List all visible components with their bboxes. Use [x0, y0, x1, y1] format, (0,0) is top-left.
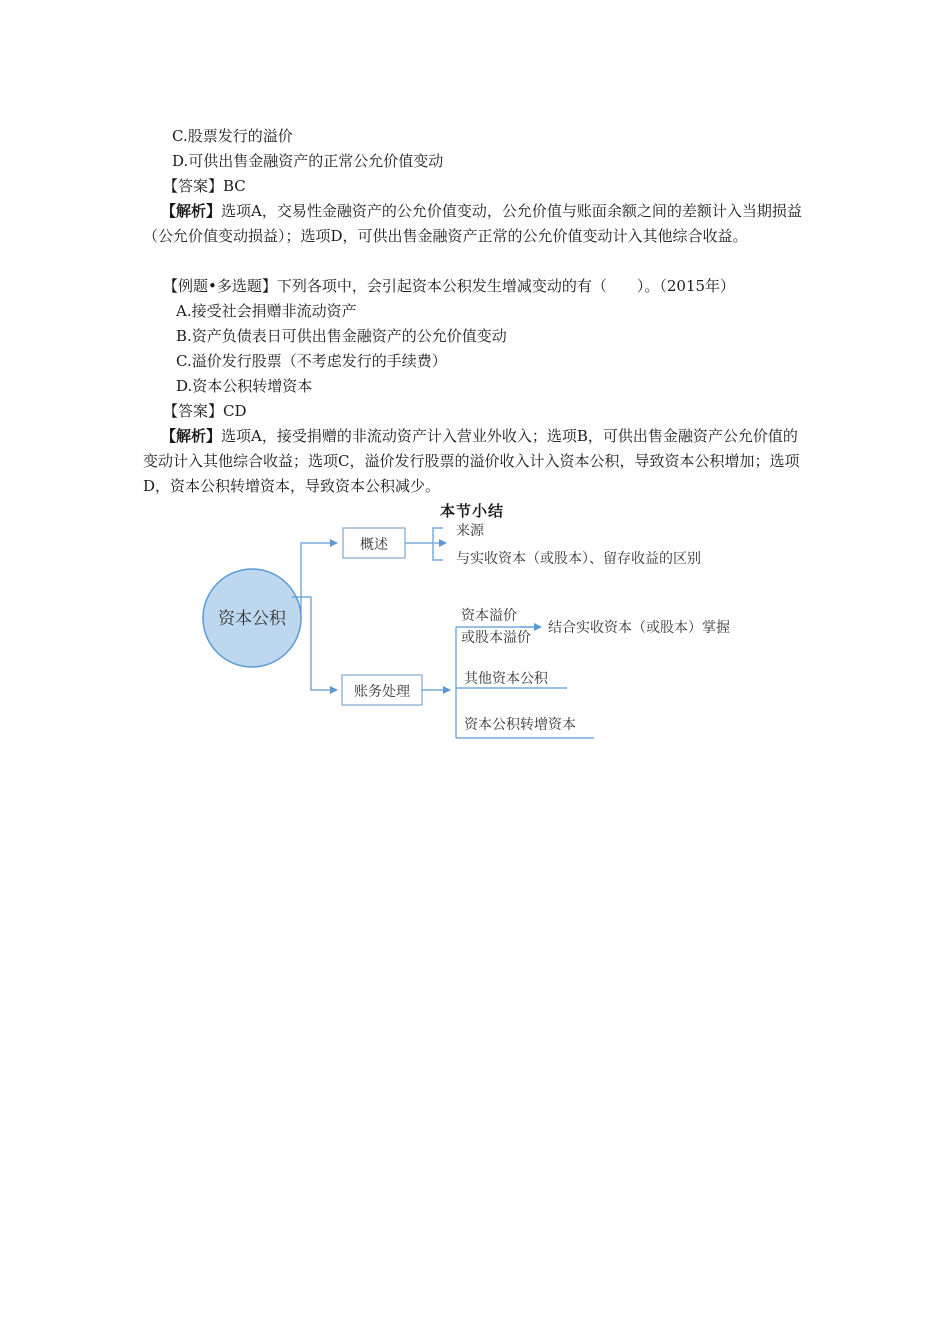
q2-analysis-label: 【解析】	[161, 427, 222, 445]
overview-item-source: 来源	[456, 523, 484, 539]
connector-overview	[301, 543, 337, 618]
root-node-label: 资本公积	[218, 609, 286, 629]
q2-option-b: B.资产负债表日可供出售金融资产的公允价值变动	[176, 327, 507, 345]
accounting-label: 账务处理	[354, 684, 410, 700]
q2-label: 【例题•多选题】	[163, 277, 277, 295]
q2-option-c: C.溢价发行股票（不考虑发行的手续费）	[176, 352, 447, 370]
q1-analysis-text: 选项A，交易性金融资产的公允价值变动，公允价值与账面余额之间的差额计入当期损益（公允价值变动损益）；选项D，可供出售金融资产正常的公允价值变动计入其他综合收益。	[143, 202, 802, 245]
premium-line1: 资本溢价	[461, 608, 517, 624]
summary-title: 本节小结	[440, 502, 505, 520]
premium-line2: 或股本溢价	[461, 630, 531, 646]
q2-answer: 【答案】CD	[163, 402, 247, 420]
q2-option-a: A.接受社会捐赠非流动资产	[176, 302, 357, 320]
q1-answer: 【答案】BC	[163, 177, 246, 195]
overview-item-difference: 与实收资本（或股本）、留存收益的区别	[456, 551, 701, 567]
overview-label: 概述	[360, 537, 388, 553]
q1-analysis-label: 【解析】	[161, 202, 222, 220]
premium-note: 结合实收资本（或股本）掌握	[548, 620, 730, 636]
q2-analysis-text: 选项A，接受捐赠的非流动资产计入营业外收入；选项B，可供出售金融资产公允价值的变动计入其他综合收益；选项C，溢价发行股票的溢价收入计入资本公积，导致资本公积增加；选项D，资本公积转增资本，导致资本公积减少。	[143, 427, 800, 495]
reserve-to-capital: 资本公积转增资本	[464, 717, 576, 733]
q2-option-d: D.资本公积转增资本	[176, 377, 313, 395]
q1-option-c: C.股票发行的溢价	[172, 127, 293, 145]
q1-option-d: D.可供出售金融资产的正常公允价值变动	[172, 152, 444, 170]
q2-stem-text: 下列各项中，会引起资本公积发生增减变动的有（ ）。（2015年）	[276, 277, 736, 295]
other-capital-reserve: 其他资本公积	[464, 671, 548, 687]
overview-branch-lines	[405, 528, 443, 560]
